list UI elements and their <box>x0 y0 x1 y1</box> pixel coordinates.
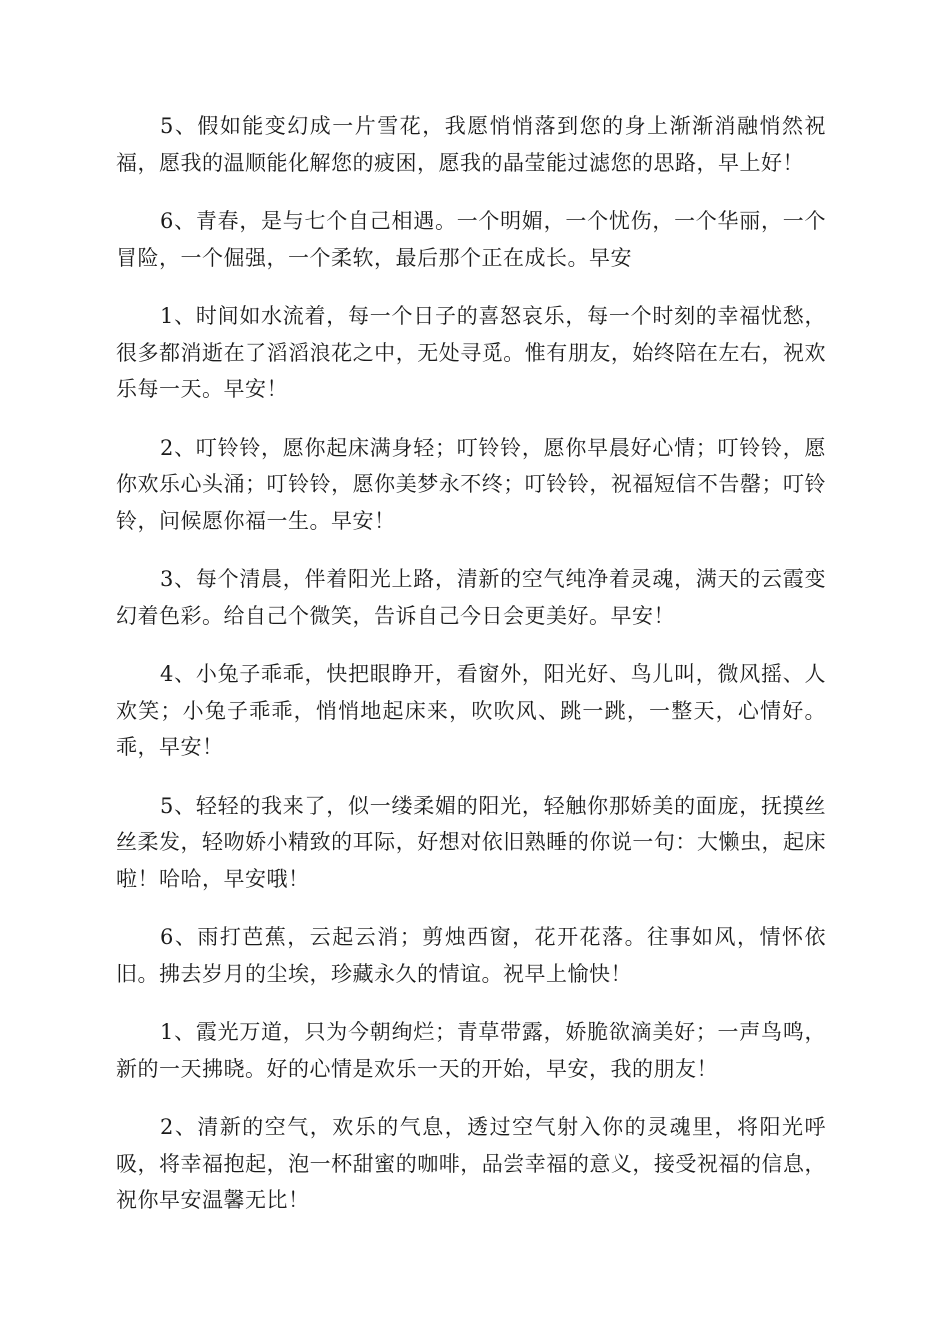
paragraph: 3、每个清晨，伴着阳光上路，清新的空气纯净着灵魂，满天的云霞变幻着色彩。给自己个微笑，告诉自己今日会更美好。早安！ <box>116 567 826 628</box>
paragraph: 6、雨打芭蕉，云起云消；剪烛西窗，花开花落。往事如风，情怀依旧。拂去岁月的尘埃，珍藏永久的情谊。祝早上愉快！ <box>116 925 826 986</box>
paragraph: 5、假如能变幻成一片雪花，我愿悄悄落到您的身上渐渐消融悄然祝福，愿我的温顺能化解您的疲困，愿我的晶莹能过滤您的思路，早上好！ <box>116 114 826 175</box>
paragraph: 2、叮铃铃，愿你起床满身轻；叮铃铃，愿你早晨好心情；叮铃铃，愿你欢乐心头涌；叮铃铃，愿你美梦永不终；叮铃铃，祝福短信不告罄；叮铃铃，问候愿你福一生。早安！ <box>116 435 826 533</box>
paragraph: 2、清新的空气，欢乐的气息，透过空气射入你的灵魂里，将阳光呼吸，将幸福抱起，泡一杯甜蜜的咖啡，品尝幸福的意义，接受祝福的信息，祝你早安温馨无比！ <box>116 1115 826 1212</box>
paragraph: 1、时间如水流着，每一个日子的喜怒哀乐，每一个时刻的幸福忧愁，很多都消逝在了滔滔浪花之中，无处寻觅。惟有朋友，始终陪在左右，祝欢乐每一天。早安！ <box>116 304 826 401</box>
paragraph: 4、小兔子乖乖，快把眼睁开，看窗外，阳光好、鸟儿叫，微风摇、人欢笑；小兔子乖乖，悄悄地起床来，吹吹风、跳一跳，一整天，心情好。乖，早安！ <box>116 662 826 759</box>
paragraph: 6、青春，是与七个自己相遇。一个明媚，一个忧伤，一个华丽，一个冒险，一个倔强，一个柔软，最后那个正在成长。早安 <box>116 209 826 270</box>
paragraph: 5、轻轻的我来了，似一缕柔媚的阳光，轻触你那娇美的面庞，抚摸丝丝柔发，轻吻娇小精致的耳际，好想对依旧熟睡的你说一句：大懒虫，起床啦！哈哈，早安哦！ <box>116 793 826 891</box>
paragraph: 1、霞光万道，只为今朝绚烂；青草带露，娇脆欲滴美好；一声鸟鸣，新的一天拂晓。好的心情是欢乐一天的开始，早安，我的朋友！ <box>116 1020 826 1081</box>
document-body <box>116 108 826 1241</box>
